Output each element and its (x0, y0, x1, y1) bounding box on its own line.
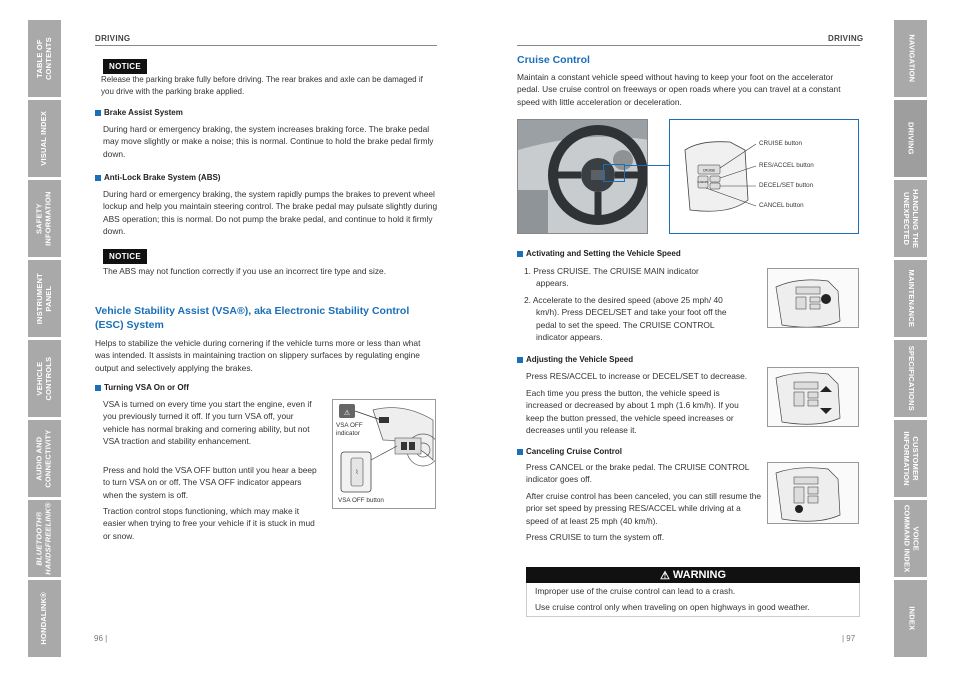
cruise-intro-text: Maintain a constant vehicle speed without having to keep your foot on the accelerator pedal. Use cruise control on freeways or open roads where you can travel at a constant speed with little acceleration or deceleration. (517, 72, 841, 107)
tab-label: HANDLING THE UNEXPECTED (902, 188, 921, 249)
canceling-paragraph-2: After cruise control has been canceled, you can still resume the prior set speed by pressing RES/ACCEL while driving at a speed of at least 25 mph (40 km/h). (526, 491, 762, 526)
vsa-paragraph-1: VSA is turned on every time you start the engine, even if you previously turned it off. If you turn VSA off, your vehicle has normal braking and cornering ability, but not VSA traction and stability enhancement. (103, 399, 312, 447)
notice-badge: NOTICE (103, 246, 147, 264)
canceling-paragraph-3: Press CRUISE to turn the system off. (526, 532, 665, 542)
tab-label: VEHICLE CONTROLS (34, 356, 53, 401)
tab-label: NAVIGATION (906, 34, 916, 83)
tab-handling-unexpected[interactable] (894, 180, 927, 257)
warning-triangle-icon: ⚠ (659, 569, 670, 582)
adjusting-paragraph-2: Each time you press the button, the vehicle speed is increased or decreased by about 1 mph (1.6 km/h). If you keep the button pressed, the vehicle speed increases or decreases until you release it. (526, 388, 739, 436)
warning-banner (526, 567, 860, 583)
cockpit-photo (517, 119, 648, 234)
left-page-number: 96 | (94, 634, 108, 643)
left-page-header: DRIVING (95, 34, 131, 43)
svg-text:⌇: ⌇ (355, 469, 359, 476)
tab-label: HONDALINK® (39, 592, 49, 645)
brake-assist-text: During hard or emergency braking, the system increases braking force. The brake pedal may move slightly or make a noise; this is normal. Continue to hold the brake pedal firmly down. (103, 124, 434, 159)
vsa-off-indicator-caption: VSA OFF indicator (336, 422, 363, 437)
canceling-heading: Canceling Cruise Control (517, 447, 622, 456)
right-page-header: DRIVING (828, 34, 864, 43)
warning-line-1: Improper use of the cruise control can lead to a crash. (535, 586, 736, 596)
right-header-rule (517, 45, 860, 46)
switch-thumbnail-adjust (767, 367, 859, 427)
tab-hondalink[interactable] (28, 580, 61, 657)
tab-bluetooth-handsfreelink[interactable] (28, 500, 61, 577)
tab-voice-command-index[interactable] (894, 500, 927, 577)
notice-abs-text: The ABS may not function correctly if you use an incorrect tire type and size. (103, 266, 387, 276)
vsa-section-title: Vehicle Stability Assist (VSA®), aka Electronic Stability Control (ESC) System (95, 305, 410, 331)
adjusting-paragraph-1: Press RES/ACCEL to increase or DECEL/SET to decrease. (526, 371, 748, 381)
brake-assist-heading: Brake Assist System (95, 108, 183, 117)
warning-label: WARNING (672, 569, 727, 581)
callout-cancel-button: CANCEL button (759, 202, 804, 209)
warning-line-2: Use cruise control only when traveling on open highways in good weather. (535, 602, 810, 612)
svg-text:CRUISE: CRUISE (702, 168, 716, 173)
abs-heading: Anti-Lock Brake System (ABS) (95, 173, 220, 182)
tab-label: VISUAL INDEX (39, 111, 49, 166)
tab-label: MAINTENANCE (906, 269, 916, 328)
cruise-switch-drawing (670, 120, 859, 234)
switch-thumbnail-cancel (767, 462, 859, 524)
cruise-buttons-diagram (669, 119, 859, 234)
vsa-toggle-heading: Turning VSA On or Off (95, 383, 189, 392)
svg-text:⚠: ⚠ (343, 409, 351, 417)
switch-thumbnail-drawing (768, 463, 859, 524)
bullet-square-icon (95, 385, 101, 391)
notice-parking-brake-text: Release the parking brake fully before driving. The rear brakes and axle can be damaged if you drive with the parking brake applied. (101, 75, 423, 97)
tab-maintenance[interactable] (894, 260, 927, 337)
tab-instrument-panel[interactable] (28, 260, 61, 337)
tab-customer-information[interactable] (894, 420, 927, 497)
cruise-control-title: Cruise Control (517, 54, 590, 66)
bullet-square-icon (517, 357, 523, 363)
tab-label: SAFETY INFORMATION (34, 191, 53, 246)
tab-specifications[interactable] (894, 340, 927, 417)
tab-label: INSTRUMENT PANEL (34, 272, 53, 325)
warning-body (526, 583, 860, 617)
canceling-paragraph-1: Press CANCEL or the brake pedal. The CRUISE CONTROL indicator goes off. (526, 462, 750, 485)
adjusting-heading: Adjusting the Vehicle Speed (517, 355, 633, 364)
callout-cruise-button: CRUISE button (759, 140, 803, 147)
svg-text:CANCEL: CANCEL (697, 180, 709, 184)
tab-audio-connectivity[interactable] (28, 420, 61, 497)
tab-label: SPECIFICATIONS (906, 345, 916, 412)
activating-step-1: 1. Press CRUISE. The CRUISE MAIN indicator appears. (524, 266, 699, 289)
activating-heading: Activating and Setting the Vehicle Speed (517, 249, 681, 258)
vsa-off-button-caption: VSA OFF button (338, 497, 384, 504)
tab-label: TABLE OF CONTENTS (34, 37, 53, 80)
highlight-box (603, 164, 625, 182)
tab-label: CUSTOMER INFORMATION (902, 431, 921, 486)
vsa-paragraph-3: Traction control stops functioning, which may make it easier when trying to free your vehicle if it is stuck in mud or snow. (103, 506, 315, 541)
callout-res-accel-button: RES/ACCEL button (759, 162, 814, 169)
tab-visual-index[interactable] (28, 100, 61, 177)
tab-label: AUDIO AND CONNECTIVITY (34, 429, 53, 488)
tab-label: INDEX (906, 606, 916, 631)
vsa-paragraph-2: Press and hold the VSA OFF button until you hear a beep to turn VSA on or off. The VSA OFF indicator appears when the system is off. (103, 465, 317, 500)
bullet-square-icon (95, 110, 101, 116)
tab-label: BLUETOOTH® HANDSFREELINK® (34, 502, 53, 575)
left-header-rule (95, 45, 437, 46)
tab-driving[interactable] (894, 100, 927, 177)
tab-vehicle-controls[interactable] (28, 340, 61, 417)
vsa-intro-text: Helps to stabilize the vehicle during cornering if the vehicle turns more or less than what was intended. It assists in maintaining traction on slippery surfaces by regulating engine output and selectively applying the brakes. (95, 338, 421, 373)
switch-thumbnail-drawing (768, 269, 859, 328)
notice-badge: NOTICE (103, 56, 147, 74)
tab-table-of-contents[interactable] (28, 20, 61, 97)
tab-navigation[interactable] (894, 20, 927, 97)
bullet-square-icon (517, 449, 523, 455)
tab-label: VOICE COMMAND INDEX (902, 504, 921, 573)
bullet-square-icon (95, 175, 101, 181)
vsa-illustration (332, 399, 436, 509)
steering-wheel-image (518, 120, 648, 234)
right-section-tabs (894, 20, 927, 660)
left-section-tabs (28, 20, 61, 660)
abs-text: During hard or emergency braking, the system rapidly pumps the brakes to prevent wheel lockup and help you maintain steering control. The brake pedal may pulsate slightly during ABS operation; this is normal. Do not pump the brake pedal, and continue to hold it firmly down. (103, 189, 438, 237)
tab-safety-information[interactable] (28, 180, 61, 257)
callout-decel-set-button: DECEL/SET button (759, 182, 814, 189)
switch-thumbnail-activate (767, 268, 859, 328)
callout-connector (624, 165, 670, 166)
switch-thumbnail-drawing (768, 368, 859, 427)
activating-step-2: 2. Accelerate to the desired speed (above 25 mph/ 40 km/h). Press DECEL/SET and take your foot off the pedal to set the speed. The CRUISE CONTROL indicator appears. (524, 295, 727, 343)
tab-label: DRIVING (906, 122, 916, 155)
right-page-number: | 97 (842, 634, 856, 643)
tab-index[interactable] (894, 580, 927, 657)
bullet-square-icon (517, 251, 523, 257)
vsa-dashboard-drawing (333, 400, 436, 509)
